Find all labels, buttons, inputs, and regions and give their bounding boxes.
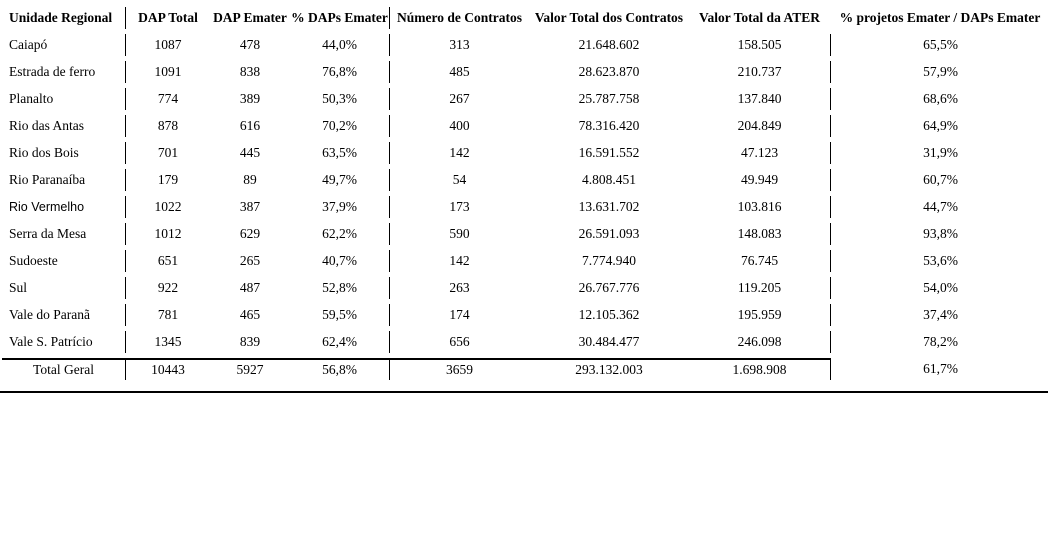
cell: 293.132.003 [529, 358, 689, 380]
column-header: Valor Total dos Contratos [534, 10, 684, 25]
cell: 65,5% [830, 34, 1050, 56]
cell: 246.098 [737, 334, 782, 349]
cell: 49.949 [740, 172, 779, 187]
cell: 400 [389, 115, 529, 137]
cell: 50,3% [322, 91, 357, 106]
cell: 53,6% [830, 250, 1050, 272]
row-label: Rio dos Bois [9, 145, 79, 160]
cell: 838 [239, 64, 261, 79]
row-label: Rio Vermelho [9, 200, 85, 214]
cell: 49,7% [322, 172, 357, 187]
row-label: Total Geral [2, 358, 125, 380]
cell: 781 [125, 304, 210, 326]
table-row [2, 169, 1050, 191]
column-header: Valor Total da ATER [699, 10, 820, 25]
cell: 54,0% [830, 277, 1050, 299]
column-header: % projetos Emater / DAPs Emater [839, 10, 1041, 25]
cell: 78.316.420 [578, 118, 640, 133]
cell: 656 [389, 331, 529, 353]
cell: 267 [389, 88, 529, 110]
table-row [2, 196, 1050, 218]
cell: 629 [239, 226, 261, 241]
cell: 179 [125, 169, 210, 191]
cell: 195.959 [737, 307, 782, 322]
cell: 37,9% [322, 199, 357, 214]
cell: 64,9% [830, 115, 1050, 137]
cell: 56,8% [290, 358, 389, 380]
cell: 701 [125, 142, 210, 164]
cell: 13.631.702 [578, 199, 640, 214]
table-row [2, 142, 1050, 164]
cell: 7.774.940 [582, 253, 636, 268]
cell: 57,9% [830, 61, 1050, 83]
regional-data-table [2, 2, 1050, 385]
cell: 62,2% [322, 226, 357, 241]
cell: 616 [239, 118, 261, 133]
cell: 63,5% [322, 145, 357, 160]
cell: 89 [243, 172, 257, 187]
table-row [2, 277, 1050, 299]
cell: 878 [125, 115, 210, 137]
table-bottom-rule [0, 391, 1048, 393]
column-header: DAP Total [125, 7, 210, 29]
cell: 465 [239, 307, 261, 322]
cell: 28.623.870 [578, 64, 640, 79]
cell: 839 [239, 334, 261, 349]
cell: 16.591.552 [578, 145, 640, 160]
cell: 3659 [389, 358, 529, 380]
cell: 387 [239, 199, 261, 214]
row-label: Estrada de ferro [9, 64, 96, 79]
table-row [2, 115, 1050, 137]
cell: 774 [125, 88, 210, 110]
cell: 487 [239, 280, 261, 295]
cell: 173 [389, 196, 529, 218]
cell: 445 [239, 145, 261, 160]
cell: 1022 [125, 196, 210, 218]
cell: 4.808.451 [582, 172, 636, 187]
cell: 76,8% [322, 64, 357, 79]
column-header: % DAPs Emater [291, 10, 388, 25]
cell: 389 [239, 91, 261, 106]
cell: 12.105.362 [578, 307, 640, 322]
cell: 70,2% [322, 118, 357, 133]
cell: 5927 [210, 358, 290, 380]
cell: 158.505 [737, 37, 782, 52]
cell: 10443 [125, 358, 210, 380]
cell: 37,4% [830, 304, 1050, 326]
cell: 93,8% [830, 223, 1050, 245]
cell: 485 [389, 61, 529, 83]
row-label: Rio Paranaíba [9, 172, 86, 187]
row-label: Serra da Mesa [9, 226, 87, 241]
cell: 142 [389, 250, 529, 272]
column-header: Número de Contratos [389, 7, 529, 29]
cell: 59,5% [322, 307, 357, 322]
cell: 26.767.776 [578, 280, 640, 295]
cell: 137.840 [737, 91, 782, 106]
cell: 313 [389, 34, 529, 56]
cell: 148.083 [737, 226, 782, 241]
cell: 44,7% [830, 196, 1050, 218]
cell: 263 [389, 277, 529, 299]
cell: 44,0% [322, 37, 357, 52]
cell: 26.591.093 [578, 226, 640, 241]
cell: 1012 [125, 223, 210, 245]
cell: 61,7% [830, 358, 1050, 380]
table-row [2, 250, 1050, 272]
cell: 1.698.908 [689, 358, 830, 380]
cell: 54 [389, 169, 529, 191]
cell: 1345 [125, 331, 210, 353]
cell: 590 [389, 223, 529, 245]
cell: 40,7% [322, 253, 357, 268]
row-label: Vale S. Patrício [9, 334, 93, 349]
cell: 30.484.477 [578, 334, 640, 349]
total-row [2, 358, 1050, 380]
cell: 21.648.602 [578, 37, 640, 52]
cell: 119.205 [737, 280, 782, 295]
row-label: Rio das Antas [9, 118, 85, 133]
cell: 210.737 [737, 64, 782, 79]
table-row [2, 88, 1050, 110]
row-label: Sudoeste [9, 253, 58, 268]
cell: 174 [389, 304, 529, 326]
table-row [2, 304, 1050, 326]
cell: 68,6% [830, 88, 1050, 110]
cell: 60,7% [830, 169, 1050, 191]
row-label: Sul [9, 280, 28, 295]
table-row [2, 61, 1050, 83]
cell: 52,8% [322, 280, 357, 295]
cell: 922 [125, 277, 210, 299]
column-header: DAP Emater [213, 10, 287, 25]
cell: 142 [389, 142, 529, 164]
cell: 651 [125, 250, 210, 272]
column-header: Unidade Regional [9, 10, 113, 25]
cell: 62,4% [322, 334, 357, 349]
table-row [2, 331, 1050, 353]
cell: 103.816 [737, 199, 782, 214]
cell: 204.849 [737, 118, 782, 133]
cell: 47.123 [740, 145, 779, 160]
cell: 478 [239, 37, 261, 52]
cell: 31,9% [830, 142, 1050, 164]
row-label: Planalto [9, 91, 54, 106]
cell: 265 [239, 253, 261, 268]
cell: 1091 [125, 61, 210, 83]
cell: 78,2% [830, 331, 1050, 353]
table-row [2, 34, 1050, 56]
row-label: Caiapó [9, 37, 48, 52]
cell: 76.745 [740, 253, 779, 268]
row-label: Vale do Paranã [9, 307, 90, 322]
header-row [2, 7, 1050, 29]
cell: 1087 [125, 34, 210, 56]
cell: 25.787.758 [578, 91, 640, 106]
table-row [2, 223, 1050, 245]
